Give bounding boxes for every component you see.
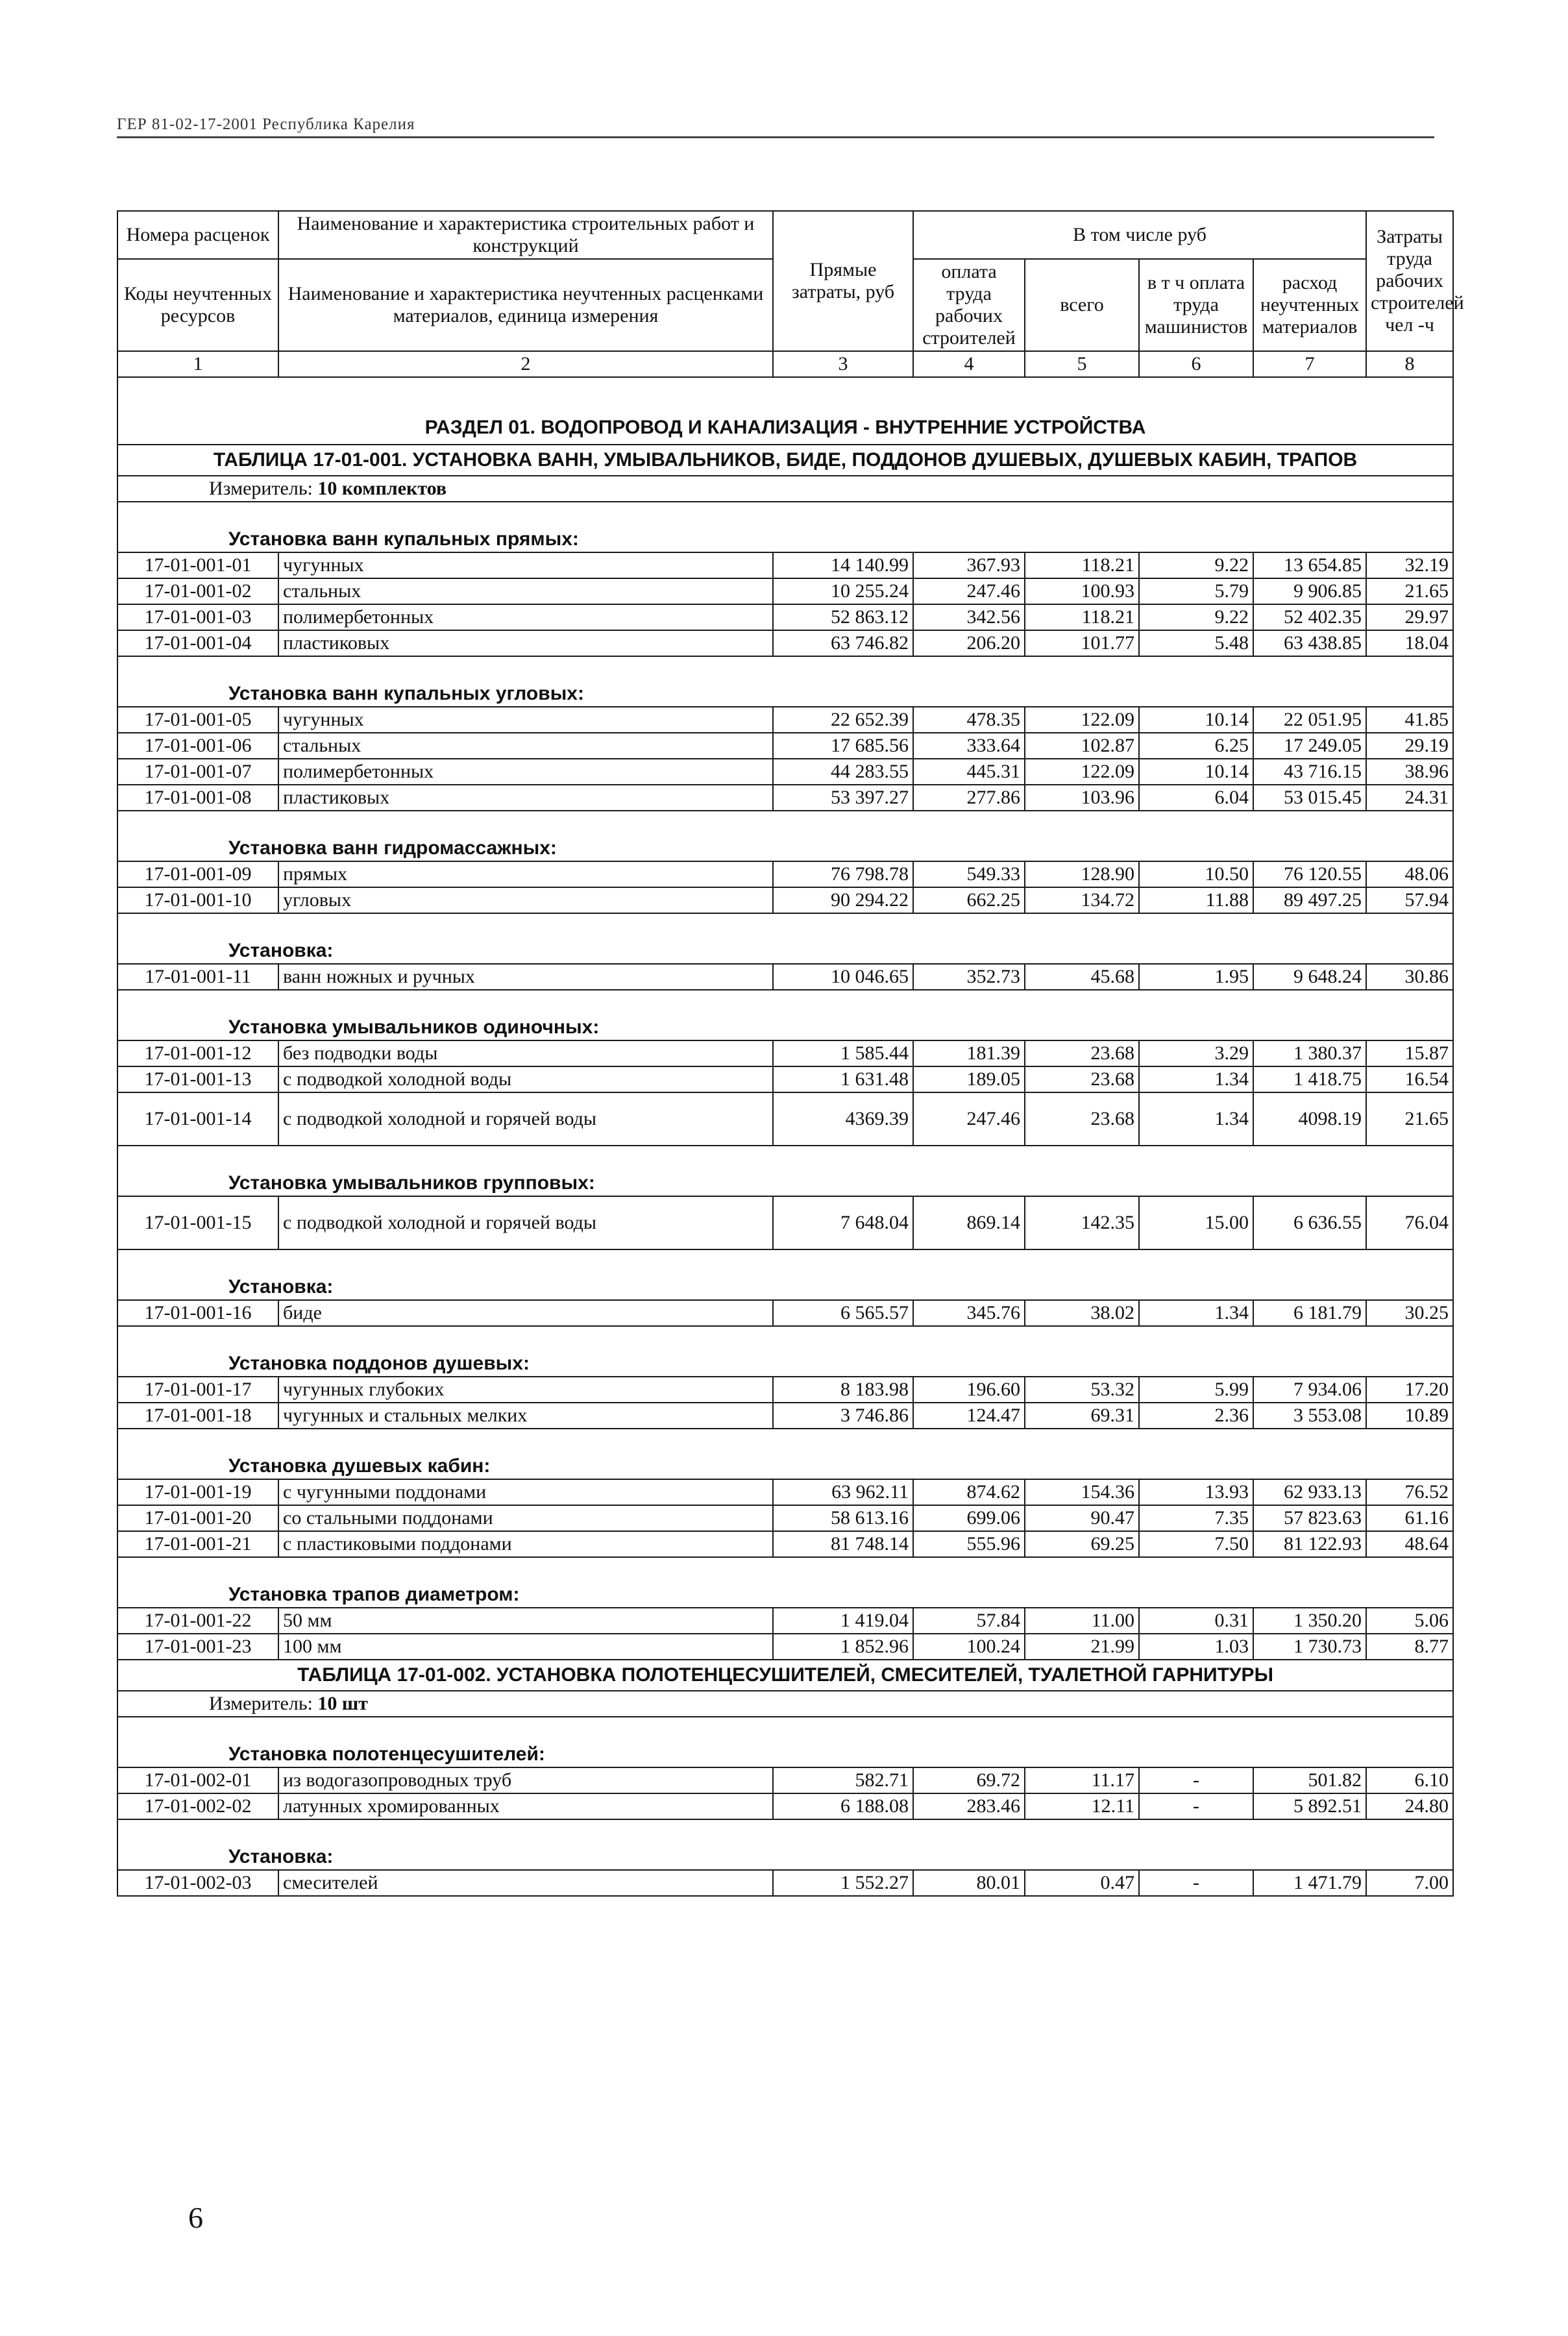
group-row [117,656,1453,707]
table-row [117,1634,1453,1660]
direct-cost: 6 188.08 [773,1793,913,1819]
rate-code: 17-01-001-18 [117,1403,278,1429]
rate-code: 17-01-002-01 [117,1767,278,1793]
direct-cost: 1 419.04 [773,1608,913,1634]
machine-cost: 100.93 [1025,578,1139,604]
work-name: латунных хромированных [278,1793,773,1819]
section-title: РАЗДЕЛ 01. ВОДОПРОВОД И КАНАЛИЗАЦИЯ - ВНУТРЕННИЕ УСТРОЙСТВА [117,377,1453,445]
group-title: Установка ванн гидромассажных: [117,811,1453,861]
labor-cost: 57.84 [913,1608,1025,1634]
section-row [117,377,1453,445]
table-row [117,1040,1453,1066]
rate-code: 17-01-001-02 [117,578,278,604]
machine-cost: 11.00 [1025,1608,1139,1634]
materials-cost: 22 051.95 [1253,707,1366,733]
direct-cost: 81 748.14 [773,1531,913,1557]
direct-cost: 53 397.27 [773,785,913,811]
group-row [117,502,1453,552]
meter-value: 10 шт [317,1693,368,1714]
labor-hours: 76.04 [1366,1196,1453,1249]
labor-cost: 196.60 [913,1377,1025,1403]
labor-cost: 352.73 [913,964,1025,990]
meter-value: 10 комплектов [317,478,447,499]
table-row [117,1608,1453,1634]
work-name: пластиковых [278,630,773,656]
materials-cost: 63 438.85 [1253,630,1366,656]
rate-code: 17-01-001-04 [117,630,278,656]
labor-hours: 5.06 [1366,1608,1453,1634]
work-name: чугунных [278,707,773,733]
work-name: 50 мм [278,1608,773,1634]
machinist-labor-cost: 10.14 [1139,707,1253,733]
labor-cost: 181.39 [913,1040,1025,1066]
group-row [117,1249,1453,1300]
labor-cost: 189.05 [913,1066,1025,1092]
direct-cost: 1 585.44 [773,1040,913,1066]
col-num: 6 [1139,351,1253,377]
rate-code: 17-01-001-01 [117,552,278,578]
table-row [117,785,1453,811]
machine-cost: 12.11 [1025,1793,1139,1819]
machine-cost: 103.96 [1025,785,1139,811]
materials-cost: 52 402.35 [1253,604,1366,630]
direct-cost: 6 565.57 [773,1300,913,1326]
group-row [117,1557,1453,1608]
group-row [117,811,1453,861]
col-1-top: Номера расценок [117,211,278,259]
labor-hours: 61.16 [1366,1505,1453,1531]
direct-cost: 582.71 [773,1767,913,1793]
work-name: 100 мм [278,1634,773,1660]
col-num: 7 [1253,351,1366,377]
machine-cost: 21.99 [1025,1634,1139,1660]
direct-cost: 10 255.24 [773,578,913,604]
table-row [117,1066,1453,1092]
machinist-labor-cost: 7.35 [1139,1505,1253,1531]
group-title: Установка душевых кабин: [117,1429,1453,1479]
machinist-labor-cost: 1.34 [1139,1066,1253,1092]
rate-code: 17-01-001-11 [117,964,278,990]
labor-hours: 17.20 [1366,1377,1453,1403]
machinist-labor-cost: 11.88 [1139,887,1253,913]
materials-cost: 13 654.85 [1253,552,1366,578]
direct-cost: 4369.39 [773,1092,913,1146]
machinist-labor-cost: 6.25 [1139,733,1253,759]
rate-code: 17-01-001-13 [117,1066,278,1092]
materials-cost: 57 823.63 [1253,1505,1366,1531]
labor-cost: 277.86 [913,785,1025,811]
machine-cost: 101.77 [1025,630,1139,656]
col-4-header: оплата труда рабочих строителей [913,259,1025,351]
materials-cost: 43 716.15 [1253,759,1366,785]
work-name: смесителей [278,1870,773,1896]
work-name: чугунных и стальных мелких [278,1403,773,1429]
labor-cost: 549.33 [913,861,1025,887]
table-row [117,1403,1453,1429]
group-row [117,1326,1453,1377]
labor-hours: 29.19 [1366,733,1453,759]
machinist-labor-cost: 5.79 [1139,578,1253,604]
rate-code: 17-01-001-20 [117,1505,278,1531]
work-name: чугунных [278,552,773,578]
direct-cost: 76 798.78 [773,861,913,887]
labor-cost: 874.62 [913,1479,1025,1505]
labor-hours: 24.31 [1366,785,1453,811]
table-row [117,1300,1453,1326]
labor-cost: 662.25 [913,887,1025,913]
machinist-labor-cost: 1.34 [1139,1092,1253,1146]
col-num: 1 [117,351,278,377]
work-name: чугунных глубоких [278,1377,773,1403]
labor-hours: 6.10 [1366,1767,1453,1793]
materials-cost: 76 120.55 [1253,861,1366,887]
group-row [117,1146,1453,1196]
machinist-labor-cost: 13.93 [1139,1479,1253,1505]
table-row [117,964,1453,990]
machine-cost: 53.32 [1025,1377,1139,1403]
machinist-labor-cost: - [1139,1793,1253,1819]
direct-cost: 63 962.11 [773,1479,913,1505]
machinist-labor-cost: 9.22 [1139,552,1253,578]
machine-cost: 69.31 [1025,1403,1139,1429]
work-name: полимербетонных [278,759,773,785]
col-1-bottom: Коды неучтенных ресурсов [117,259,278,351]
table-title-row [117,1660,1453,1691]
table-row [117,1479,1453,1505]
table-row [117,887,1453,913]
machinist-labor-cost: 10.50 [1139,861,1253,887]
group-title: Установка полотенцесушителей: [117,1717,1453,1767]
direct-cost: 63 746.82 [773,630,913,656]
group-title: Установка: [117,1819,1453,1870]
labor-hours: 48.64 [1366,1531,1453,1557]
machine-cost: 122.09 [1025,759,1139,785]
labor-cost: 100.24 [913,1634,1025,1660]
materials-cost: 1 418.75 [1253,1066,1366,1092]
labor-cost: 283.46 [913,1793,1025,1819]
labor-hours: 21.65 [1366,1092,1453,1146]
col-6-header: в т ч оплата труда машинистов [1139,259,1253,351]
rate-code: 17-01-001-17 [117,1377,278,1403]
table-row [117,1767,1453,1793]
work-name: со стальными поддонами [278,1505,773,1531]
rate-code: 17-01-001-22 [117,1608,278,1634]
machinist-labor-cost: 0.31 [1139,1608,1253,1634]
table-row [117,1531,1453,1557]
group-title: Установка ванн купальных угловых: [117,656,1453,707]
table-row [117,552,1453,578]
materials-cost: 6 636.55 [1253,1196,1366,1249]
table-row [117,1505,1453,1531]
machine-cost: 154.36 [1025,1479,1139,1505]
machine-cost: 128.90 [1025,861,1139,887]
table-title: ТАБЛИЦА 17-01-002. УСТАНОВКА ПОЛОТЕНЦЕСУШИТЕЛЕЙ, СМЕСИТЕЛЕЙ, ТУАЛЕТНОЙ ГАРНИТУРЫ [117,1660,1453,1691]
labor-hours: 29.97 [1366,604,1453,630]
machinist-labor-cost: 5.48 [1139,630,1253,656]
rate-code: 17-01-001-15 [117,1196,278,1249]
col-num: 3 [773,351,913,377]
rate-code: 17-01-002-03 [117,1870,278,1896]
machinist-labor-cost: 10.14 [1139,759,1253,785]
machine-cost: 23.68 [1025,1066,1139,1092]
direct-cost: 44 283.55 [773,759,913,785]
labor-cost: 247.46 [913,1092,1025,1146]
machine-cost: 134.72 [1025,887,1139,913]
labor-cost: 345.76 [913,1300,1025,1326]
labor-hours: 76.52 [1366,1479,1453,1505]
rate-code: 17-01-001-21 [117,1531,278,1557]
labor-hours: 57.94 [1366,887,1453,913]
machine-cost: 23.68 [1025,1040,1139,1066]
labor-hours: 15.87 [1366,1040,1453,1066]
labor-cost: 869.14 [913,1196,1025,1249]
rate-code: 17-01-001-07 [117,759,278,785]
rate-code: 17-01-001-12 [117,1040,278,1066]
machine-cost: 122.09 [1025,707,1139,733]
table-row [117,578,1453,604]
work-name: с подводкой холодной и горячей воды [278,1092,773,1146]
labor-hours: 18.04 [1366,630,1453,656]
materials-cost: 1 350.20 [1253,1608,1366,1634]
materials-cost: 9 906.85 [1253,578,1366,604]
machinist-labor-cost: 1.95 [1139,964,1253,990]
work-name: из водогазопроводных труб [278,1767,773,1793]
direct-cost: 3 746.86 [773,1403,913,1429]
table-row [117,733,1453,759]
col-num: 8 [1366,351,1453,377]
rate-code: 17-01-001-06 [117,733,278,759]
group-row [117,1819,1453,1870]
rate-code: 17-01-001-09 [117,861,278,887]
work-name: стальных [278,578,773,604]
group-title: Установка: [117,1249,1453,1300]
machine-cost: 38.02 [1025,1300,1139,1326]
rate-code: 17-01-001-05 [117,707,278,733]
labor-hours: 21.65 [1366,578,1453,604]
labor-cost: 124.47 [913,1403,1025,1429]
rate-code: 17-01-001-23 [117,1634,278,1660]
work-name: с пластиковыми поддонами [278,1531,773,1557]
group-row [117,990,1453,1040]
rate-code: 17-01-001-14 [117,1092,278,1146]
group-title: Установка: [117,913,1453,964]
meter-label: Измеритель: [209,478,313,499]
direct-cost: 1 552.27 [773,1870,913,1896]
machine-cost: 45.68 [1025,964,1139,990]
materials-cost: 3 553.08 [1253,1403,1366,1429]
work-name: без подводки воды [278,1040,773,1066]
table-row [117,630,1453,656]
work-name: угловых [278,887,773,913]
header-row-1 [117,211,1453,259]
materials-cost: 4098.19 [1253,1092,1366,1146]
work-name: прямых [278,861,773,887]
group-title: Установка умывальников групповых: [117,1146,1453,1196]
direct-cost: 17 685.56 [773,733,913,759]
rate-code: 17-01-001-10 [117,887,278,913]
col-5-header: всего [1025,259,1139,351]
labor-cost: 699.06 [913,1505,1025,1531]
machinist-labor-cost: 2.36 [1139,1403,1253,1429]
labor-hours: 8.77 [1366,1634,1453,1660]
direct-cost: 90 294.22 [773,887,913,913]
machinist-labor-cost: - [1139,1767,1253,1793]
labor-cost: 342.56 [913,604,1025,630]
group-row [117,913,1453,964]
machine-cost: 11.17 [1025,1767,1139,1793]
materials-cost: 81 122.93 [1253,1531,1366,1557]
direct-cost: 10 046.65 [773,964,913,990]
group-row [117,1429,1453,1479]
machine-cost: 118.21 [1025,604,1139,630]
col-3-header: Прямые затраты, руб [773,211,913,351]
materials-cost: 9 648.24 [1253,964,1366,990]
materials-cost: 53 015.45 [1253,785,1366,811]
table-row [117,1793,1453,1819]
col-2-top: Наименование и характеристика строительных работ и конструкций [278,211,773,259]
materials-cost: 17 249.05 [1253,733,1366,759]
labor-hours: 16.54 [1366,1066,1453,1092]
rate-code: 17-01-001-08 [117,785,278,811]
col-num: 2 [278,351,773,377]
labor-hours: 38.96 [1366,759,1453,785]
work-name: полимербетонных [278,604,773,630]
materials-cost: 62 933.13 [1253,1479,1366,1505]
direct-cost: 1 852.96 [773,1634,913,1660]
rate-code: 17-01-001-19 [117,1479,278,1505]
machine-cost: 0.47 [1025,1870,1139,1896]
machine-cost: 23.68 [1025,1092,1139,1146]
direct-cost: 22 652.39 [773,707,913,733]
labor-cost: 206.20 [913,630,1025,656]
machinist-labor-cost: 3.29 [1139,1040,1253,1066]
col-8-header: Затраты труда рабочих строителей чел -ч [1366,211,1453,351]
price-table [117,210,1464,1897]
machine-cost: 69.25 [1025,1531,1139,1557]
table-row [117,1092,1453,1146]
col-2-bottom: Наименование и характеристика неучтенных расценками материалов, единица измерения [278,259,773,351]
group-title: Установка ванн купальных прямых: [117,502,1453,552]
materials-cost: 6 181.79 [1253,1300,1366,1326]
materials-cost: 89 497.25 [1253,887,1366,913]
labor-cost: 247.46 [913,578,1025,604]
work-name: пластиковых [278,785,773,811]
table-title-row [117,445,1453,476]
machine-cost: 102.87 [1025,733,1139,759]
labor-hours: 41.85 [1366,707,1453,733]
machinist-labor-cost: 7.50 [1139,1531,1253,1557]
labor-hours: 48.06 [1366,861,1453,887]
machinist-labor-cost: 6.04 [1139,785,1253,811]
direct-cost: 52 863.12 [773,604,913,630]
header-rule [117,136,1434,138]
machinist-labor-cost: - [1139,1870,1253,1896]
direct-cost: 14 140.99 [773,552,913,578]
labor-cost: 555.96 [913,1531,1025,1557]
work-name: стальных [278,733,773,759]
group-row [117,1717,1453,1767]
direct-cost: 8 183.98 [773,1377,913,1403]
table-row [117,759,1453,785]
meter-label: Измеритель: [209,1693,313,1714]
meter-label-cell [117,476,1453,502]
col-num: 4 [913,351,1025,377]
labor-cost: 333.64 [913,733,1025,759]
direct-cost: 1 631.48 [773,1066,913,1092]
table-row [117,1377,1453,1403]
direct-cost: 7 648.04 [773,1196,913,1249]
labor-cost: 69.72 [913,1767,1025,1793]
machinist-labor-cost: 1.03 [1139,1634,1253,1660]
labor-cost: 478.35 [913,707,1025,733]
labor-cost: 445.31 [913,759,1025,785]
labor-hours: 10.89 [1366,1403,1453,1429]
page-number: 6 [188,2201,203,2234]
labor-hours: 7.00 [1366,1870,1453,1896]
work-name: с подводкой холодной воды [278,1066,773,1092]
labor-cost: 367.93 [913,552,1025,578]
work-name: биде [278,1300,773,1326]
meter-label-cell [117,1691,1453,1717]
group-title: Установка умывальников одиночных: [117,990,1453,1040]
labor-hours: 32.19 [1366,552,1453,578]
col-num: 5 [1025,351,1139,377]
labor-hours: 24.80 [1366,1793,1453,1819]
materials-cost: 7 934.06 [1253,1377,1366,1403]
materials-cost: 1 730.73 [1253,1634,1366,1660]
labor-hours: 30.25 [1366,1300,1453,1326]
machine-cost: 118.21 [1025,552,1139,578]
table-row [117,1196,1453,1249]
group-title: Установка трапов диаметром: [117,1557,1453,1608]
column-number-row [117,351,1453,377]
meter-row [117,476,1453,502]
labor-cost: 80.01 [913,1870,1025,1896]
machinist-labor-cost: 9.22 [1139,604,1253,630]
table-row [117,861,1453,887]
rate-code: 17-01-001-16 [117,1300,278,1326]
group-title: Установка поддонов душевых: [117,1326,1453,1377]
work-name: с подводкой холодной и горячей воды [278,1196,773,1249]
table-title: ТАБЛИЦА 17-01-001. УСТАНОВКА ВАНН, УМЫВАЛЬНИКОВ, БИДЕ, ПОДДОНОВ ДУШЕВЫХ, ДУШЕВЫХ КАБИН, ТРАПОВ [117,445,1453,476]
meter-row [117,1691,1453,1717]
work-name: ванн ножных и ручных [278,964,773,990]
materials-cost: 5 892.51 [1253,1793,1366,1819]
machinist-labor-cost: 1.34 [1139,1300,1253,1326]
direct-cost: 58 613.16 [773,1505,913,1531]
rate-code: 17-01-001-03 [117,604,278,630]
running-header: ГЕР 81-02-17-2001 Республика Карелия [117,116,415,133]
table-row [117,707,1453,733]
materials-cost: 1 471.79 [1253,1870,1366,1896]
machine-cost: 90.47 [1025,1505,1139,1531]
col-7-header: расход неучтенных материалов [1253,259,1366,351]
incl-header: В том числе руб [913,211,1366,259]
machine-cost: 142.35 [1025,1196,1139,1249]
table-row [117,604,1453,630]
materials-cost: 1 380.37 [1253,1040,1366,1066]
machinist-labor-cost: 5.99 [1139,1377,1253,1403]
rate-code: 17-01-002-02 [117,1793,278,1819]
labor-hours: 30.86 [1366,964,1453,990]
machinist-labor-cost: 15.00 [1139,1196,1253,1249]
work-name: с чугунными поддонами [278,1479,773,1505]
materials-cost: 501.82 [1253,1767,1366,1793]
table-row [117,1870,1453,1896]
